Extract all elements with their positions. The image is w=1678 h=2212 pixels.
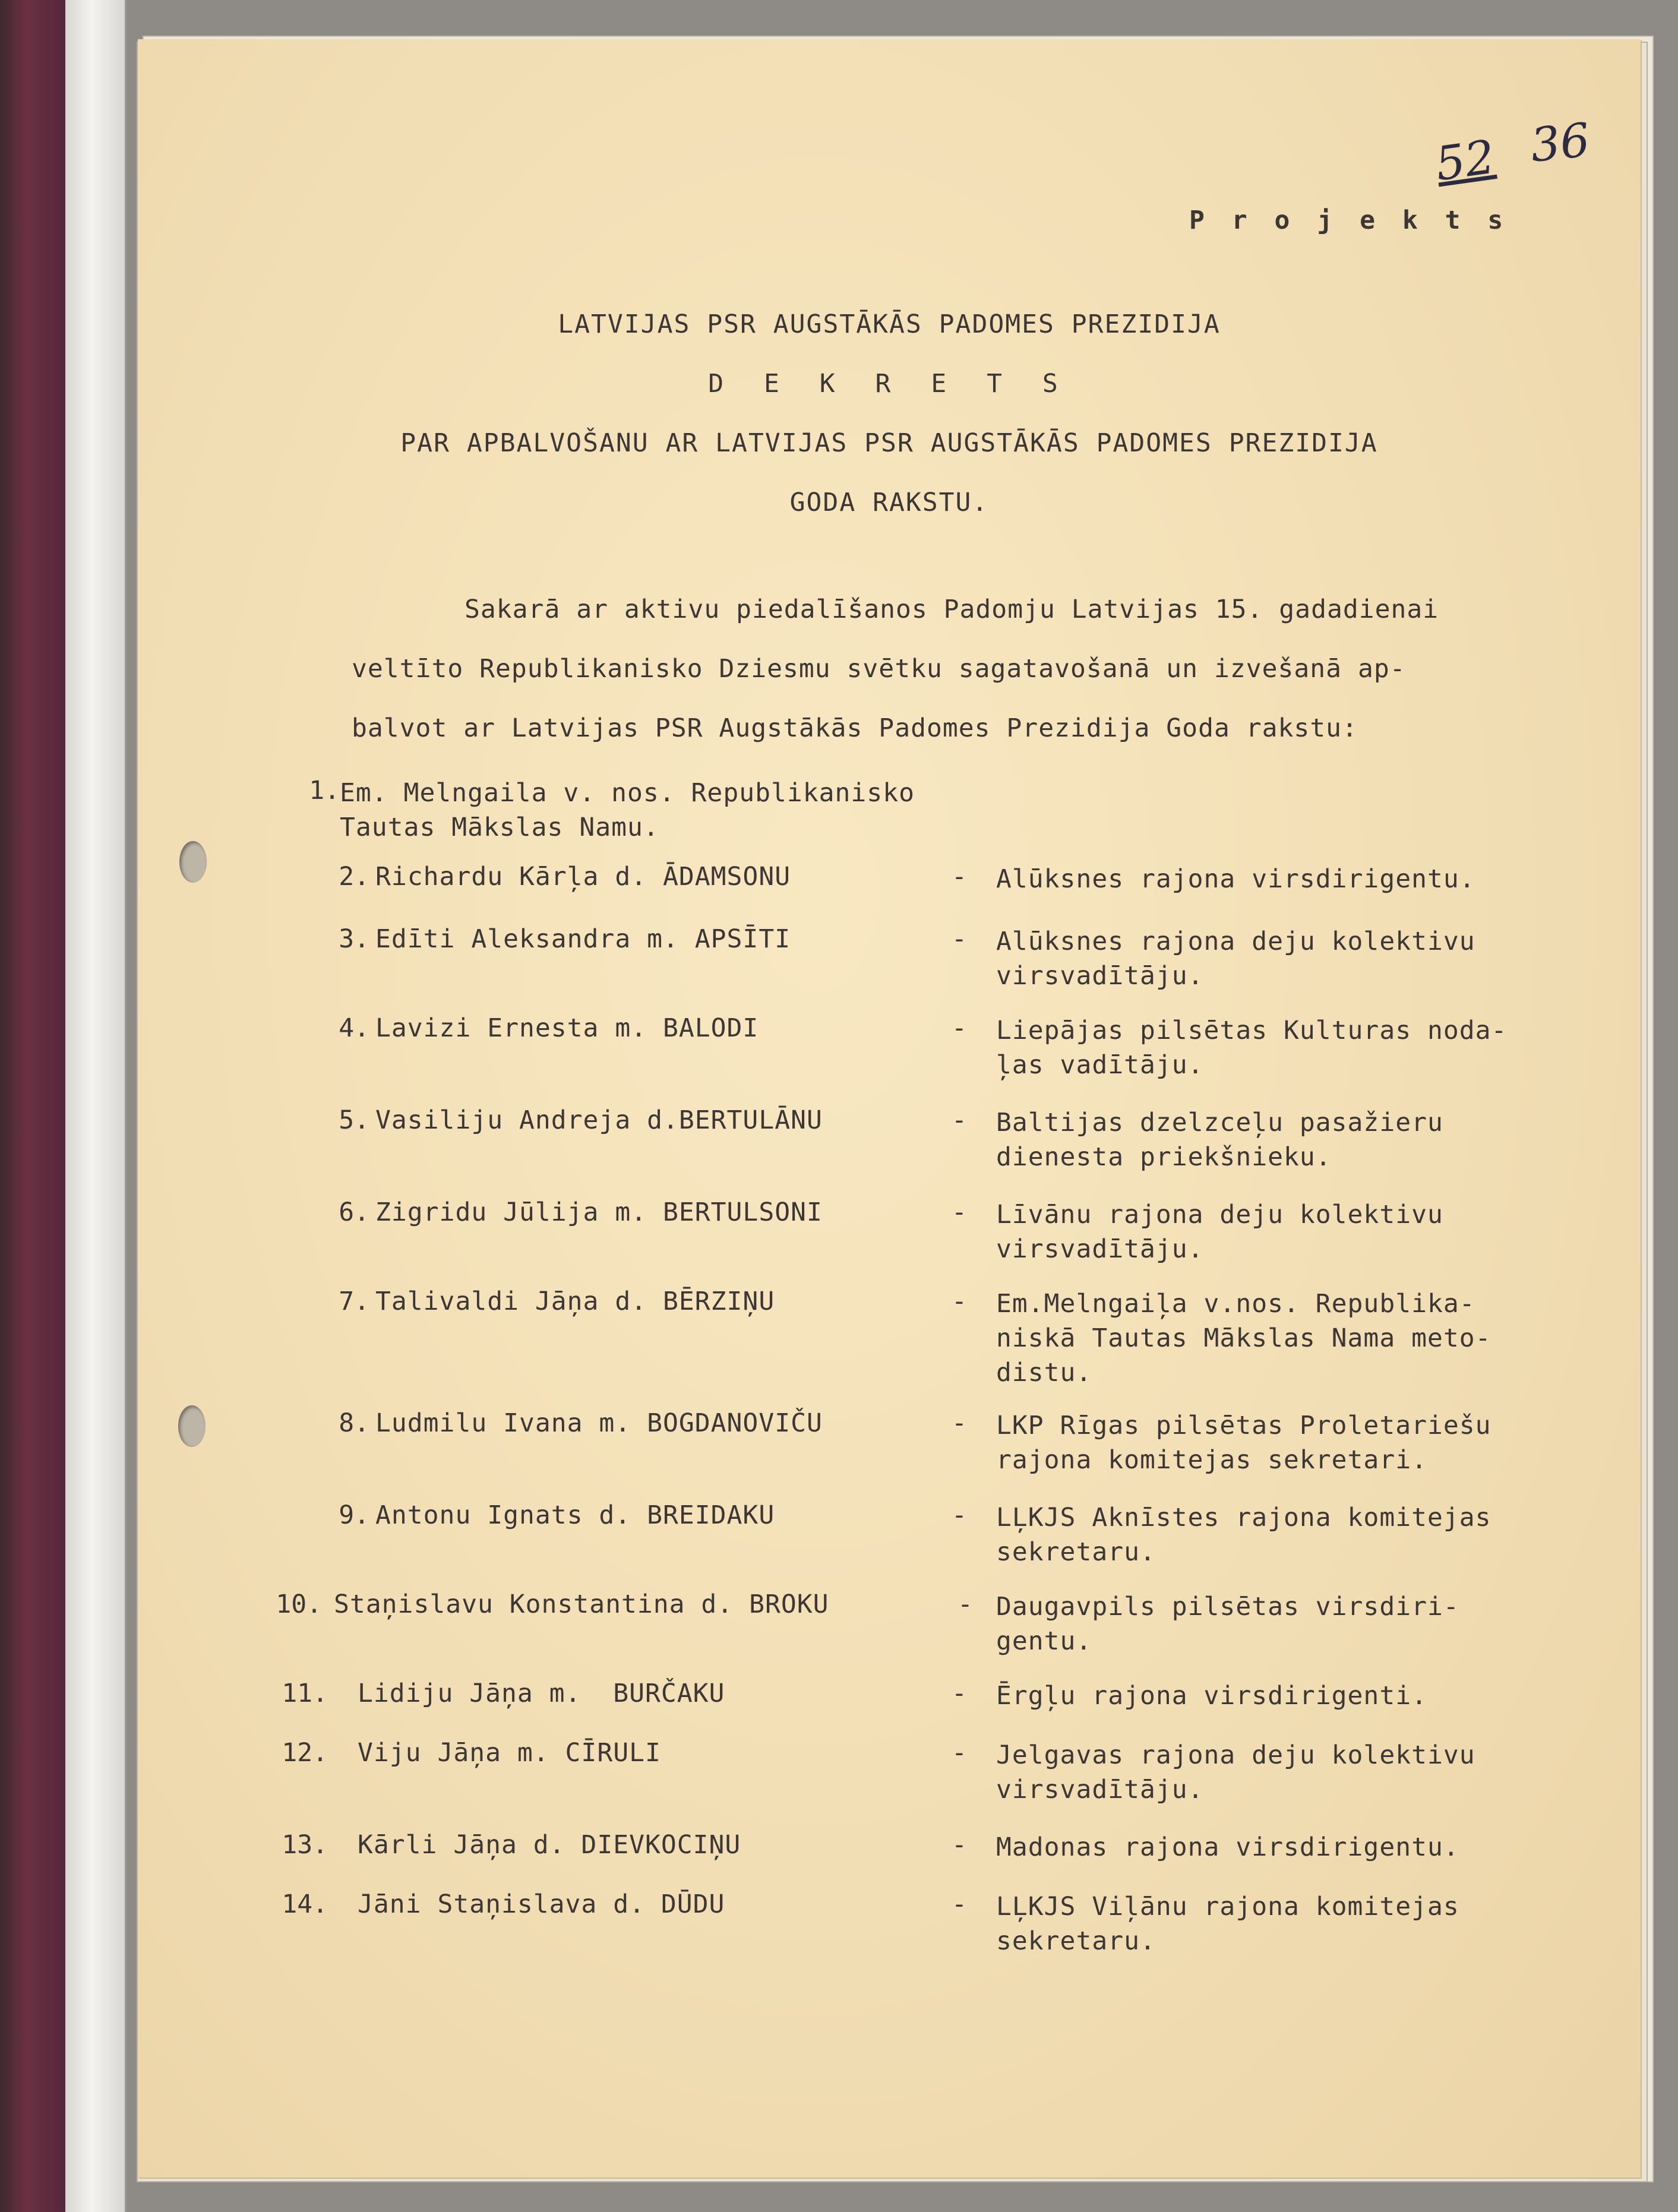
item-role: Liepājas pilsētas Kulturas noda- ļas vadītāju.	[996, 1016, 1508, 1080]
item-role: Alūksnes rajona virsdirigentu.	[996, 864, 1475, 894]
item-number: 1.	[309, 776, 340, 805]
item-name: Kārli Jāņa d. DIEVKOCIŅU	[358, 1830, 741, 1860]
item-role: Madonas rajona virsdirigentu.	[996, 1832, 1459, 1862]
subject-line-1: PAR APBALVOŠANU AR LATVIJAS PSR AUGSTĀKĀS PADOMES PREZIDIJA	[400, 428, 1378, 458]
intro-line: Sakarā ar aktivu piedalīšanos Padomju Latvijas 15. gadadienai	[464, 595, 1439, 624]
item-dash: -	[952, 1013, 967, 1043]
item-dash: -	[952, 1287, 967, 1316]
issuer-heading: LATVIJAS PSR AUGSTĀKĀS PADOMES PREZIDIJA	[558, 309, 1221, 339]
draft-label: P r o j e k t s	[1189, 206, 1509, 235]
item-name: Ludmilu Ivana m. BOGDANOVIČU	[375, 1408, 823, 1438]
archive-page-number: 36	[1528, 113, 1592, 173]
item-number: 3.	[339, 924, 369, 954]
item-role: Baltijas dzelzceļu pasažieru dienesta priekšnieku.	[996, 1108, 1443, 1172]
item-number: 5.	[339, 1105, 369, 1135]
item-dash: -	[952, 1679, 967, 1708]
document-page	[138, 39, 1641, 2178]
item-number: 7.	[339, 1287, 369, 1316]
punch-hole	[179, 841, 207, 883]
item-name: Zigridu Jūlija m. BERTULSONI	[375, 1197, 823, 1227]
item-number: 11.	[282, 1679, 328, 1708]
item-dash: -	[952, 862, 967, 892]
item-role: Jelgavas rajona deju kolektivu virsvadītāju.	[996, 1740, 1475, 1805]
item-dash: -	[952, 1408, 967, 1438]
item-role: LĻKJS Aknīstes rajona komitejas sekretaru.	[996, 1503, 1491, 1567]
item-number: 4.	[339, 1013, 369, 1043]
binder-cover	[0, 0, 65, 2212]
item-number: 12.	[282, 1738, 328, 1768]
subject-line-2: GODA RAKSTU.	[789, 488, 989, 517]
item-dash: -	[952, 1889, 967, 1919]
item-number: 10.	[276, 1590, 322, 1619]
item-number: 6.	[339, 1197, 369, 1227]
item-text: Em. Melngaila v. nos. Republikanisko Tautas Mākslas Namu.	[340, 778, 915, 842]
binder-spine	[65, 0, 127, 2212]
item-number: 8.	[339, 1408, 369, 1438]
item-name: Staņislavu Konstantina d. BROKU	[334, 1590, 829, 1619]
item-role: Em.Melngaiļa v.nos. Republika- niskā Tautas Mākslas Nama meto- distu.	[996, 1289, 1491, 1388]
item-name: Antonu Ignats d. BREIDAKU	[375, 1500, 775, 1530]
item-role: LKP Rīgas pilsētas Proletariešu rajona komitejas sekretari.	[996, 1411, 1491, 1475]
item-name: Jāni Staņislava d. DŪDU	[358, 1889, 725, 1919]
punch-hole	[178, 1405, 206, 1447]
item-role: Līvānu rajona deju kolektivu virsvadītāju.	[996, 1200, 1443, 1264]
item-name: Talivaldi Jāņa d. BĒRZIŅU	[375, 1287, 775, 1316]
item-dash: -	[952, 1105, 967, 1135]
intro-line: balvot ar Latvijas PSR Augstākās Padomes Prezidija Goda rakstu:	[352, 713, 1358, 743]
item-dash: -	[957, 1590, 973, 1619]
item-name: Viju Jāņa m. CĪRULI	[358, 1738, 661, 1768]
item-dash: -	[952, 1197, 967, 1227]
document-type: D E K R E T S	[708, 369, 1070, 399]
item-name: Edīti Aleksandra m. APSĪTI	[375, 924, 791, 954]
item-number: 2.	[339, 862, 369, 892]
archive-page-number: 52	[1432, 130, 1499, 192]
item-dash: -	[952, 1830, 967, 1860]
item-name: Richardu Kārļa d. ĀDAMSONU	[375, 862, 791, 892]
item-name: Vasiliju Andreja d.BERTULĀNU	[375, 1105, 823, 1135]
item-dash: -	[952, 1738, 967, 1768]
item-number: 13.	[282, 1830, 328, 1860]
item-dash: -	[952, 1500, 967, 1530]
item-number: 9.	[339, 1500, 369, 1530]
item-role: Alūksnes rajona deju kolektivu virsvadītāju.	[996, 927, 1475, 991]
item-role: Ērgļu rajona virsdirigenti.	[996, 1681, 1427, 1711]
intro-line: veltīto Republikanisko Dziesmu svētku sagatavošanā un izvešanā ap-	[352, 654, 1406, 684]
item-dash: -	[952, 924, 967, 954]
item-role: LĻKJS Viļānu rajona komitejas sekretaru.	[996, 1892, 1459, 1956]
item-name: Lidiju Jāņa m. BURČAKU	[358, 1679, 725, 1708]
item-role: Daugavpils pilsētas virsdiri- gentu.	[996, 1592, 1459, 1656]
item-name: Lavizi Ernesta m. BALODI	[375, 1013, 759, 1043]
item-number: 14.	[282, 1889, 328, 1919]
